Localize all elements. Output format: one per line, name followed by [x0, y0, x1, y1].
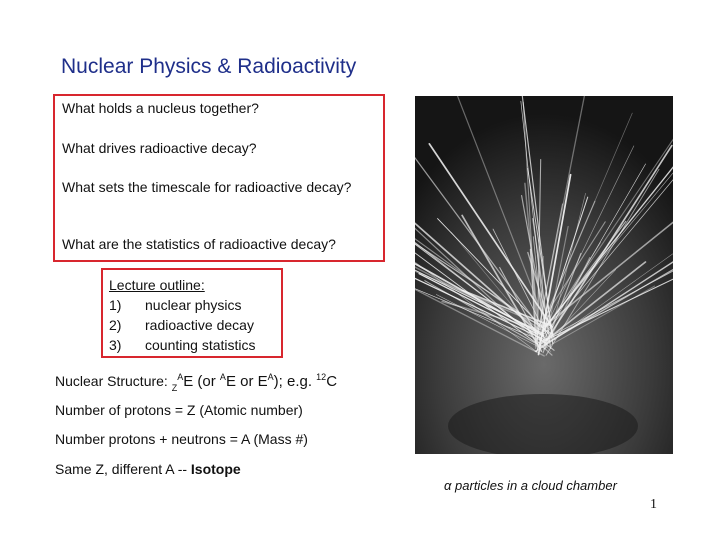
question-1: What holds a nucleus together?	[62, 100, 259, 116]
mass-line: Number protons + neutrons = A (Mass #)	[55, 431, 308, 447]
question-2: What drives radioactive decay?	[62, 140, 257, 156]
cloud-chamber-photo	[415, 96, 673, 454]
structure-label: Nuclear Structure:	[55, 373, 168, 389]
outline-number: 1)	[109, 297, 122, 313]
outline-heading: Lecture outline:	[109, 277, 205, 293]
question-3: What sets the timescale for radioactive decay?	[62, 179, 352, 195]
lecture-outline	[109, 275, 256, 355]
slide-title: Nuclear Physics & Radioactivity	[61, 55, 357, 78]
question-4: What are the statistics of radioactive decay?	[62, 236, 336, 252]
outline-text: counting statistics	[145, 337, 256, 353]
page-number: 1	[650, 497, 657, 512]
isotope-line: Same Z, different A -- Isotope	[55, 461, 241, 477]
outline-text: nuclear physics	[145, 297, 242, 313]
cloud-chamber-image	[415, 96, 673, 454]
outline-item	[109, 315, 256, 335]
outline-number: 3)	[109, 337, 122, 353]
outline-text: radioactive decay	[145, 317, 254, 333]
outline-item	[109, 295, 256, 315]
photo-caption: α particles in a cloud chamber	[444, 478, 617, 493]
nuclear-structure-line	[55, 372, 338, 393]
isotope-term: Isotope	[190, 461, 241, 477]
structure-notation: $_Z^A$E (or $^A$E or $E^A$); e.g. $^{12}$C	[171, 372, 338, 393]
outline-number: 2)	[109, 317, 122, 333]
outline-item	[109, 335, 256, 355]
protons-line: Number of protons = Z (Atomic number)	[55, 402, 303, 418]
